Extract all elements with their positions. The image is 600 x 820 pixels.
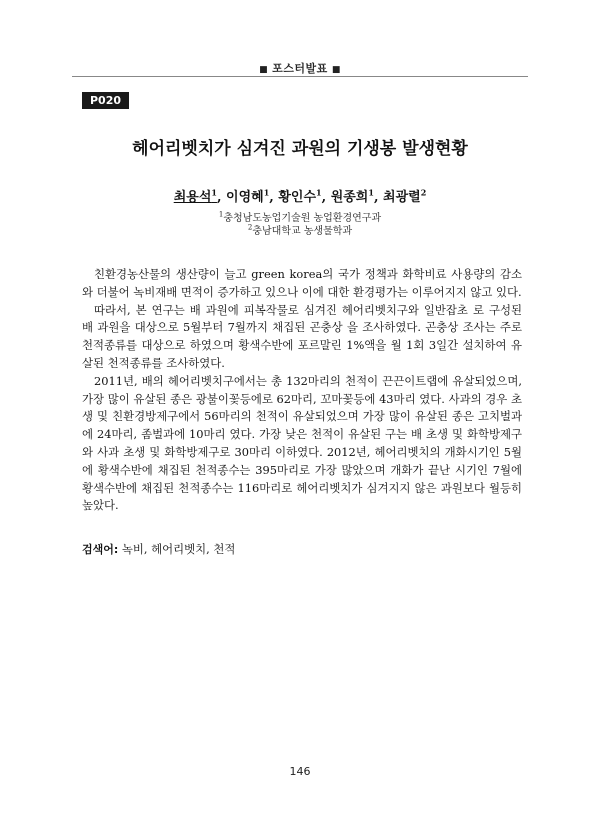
author: 황인수$^1$ <box>278 187 322 205</box>
header-marker-right: ■ <box>331 65 341 75</box>
keywords-label: 검색어: <box>82 543 119 556</box>
keywords <box>82 541 522 557</box>
abstract-paragraph: 친환경농산물의 생산량이 늘고 green korea의 국가 정책과 화학비료 사용량의 감소와 더불어 녹비재배 면적이 증가하고 있으나 이에 대한 환경평가는 이루어지지 않고 있다. <box>82 267 522 299</box>
section-label: 포스터발표 <box>272 62 328 75</box>
affiliation: $^1$충청남도농업기술원 농업환경연구과 <box>218 210 382 224</box>
author: 최광렬$^2$ <box>383 187 427 205</box>
author: 이영혜$^1$ <box>226 187 270 205</box>
abstract-paragraph: 따라서, 본 연구는 배 과원에 피복작물로 심겨진 헤어리벳치구와 일반잡초 로 구성된 배 과원을 대상으로 5월부터 7월까지 채집된 곤충상 을 조사하였다. 곤충상 조사는 주로 천적종류를 대상으로 하였으며 황색수반에 포르말린 1%액을 월 1회 3일간 설치하여 유살된 천적종류를 조사하였다. <box>82 302 522 370</box>
keywords-value: 녹비, 헤어리벳치, 천적 <box>121 542 236 556</box>
author: 원종희$^1$ <box>330 187 374 205</box>
paper-title: 헤어리벳치가 심겨진 과원의 기생봉 발생현황 <box>132 139 468 159</box>
abstract-body <box>82 266 522 515</box>
author-list: 최용석$^1$, 이영혜$^1$, 황인수$^1$, 원종희$^1$, 최광렬$^2$ <box>173 187 427 205</box>
header-marker-left: ■ <box>259 65 269 75</box>
page-number: 146 <box>289 765 311 778</box>
affiliation: $^2$충남대학교 농생물학과 <box>247 223 353 237</box>
author: 최용석$^1$ <box>173 187 217 205</box>
section-header <box>0 60 600 76</box>
header-divider <box>72 76 528 77</box>
abstract-paragraph: 2011년, 배의 헤어리벳치구에서는 총 132마리의 천적이 끈끈이트랩에 유살되었으며, 가장 많이 유살된 종은 광불이꽃등에로 62마리, 꼬마꽃등에 43마리 였다. 사과의 경우 초생 및 친환경방제구에서 56마리의 천적이 유살되었으며 가장 많이 유살된 종은 고치벌과에 24마리, 좀벌과에 10마리 였다. 가장 낮은 천적이 유살된 구는 배 초생 및 화학방제구와 사과 초생 및 화학방제구로 30마리 이하였다. 2012년, 헤어리벳치의 개화시기인 5월에 황색수반에 채집된 천적종수는 395마리로 가장 많았으며 개화가 끝난 시기인 7월에 황색수반에 채집된 천적종수는 116마리로 헤어리벳치가 심겨지지 않은 과원보다 월등히 높았다. <box>82 373 522 513</box>
poster-id-badge: P020 <box>82 92 129 109</box>
